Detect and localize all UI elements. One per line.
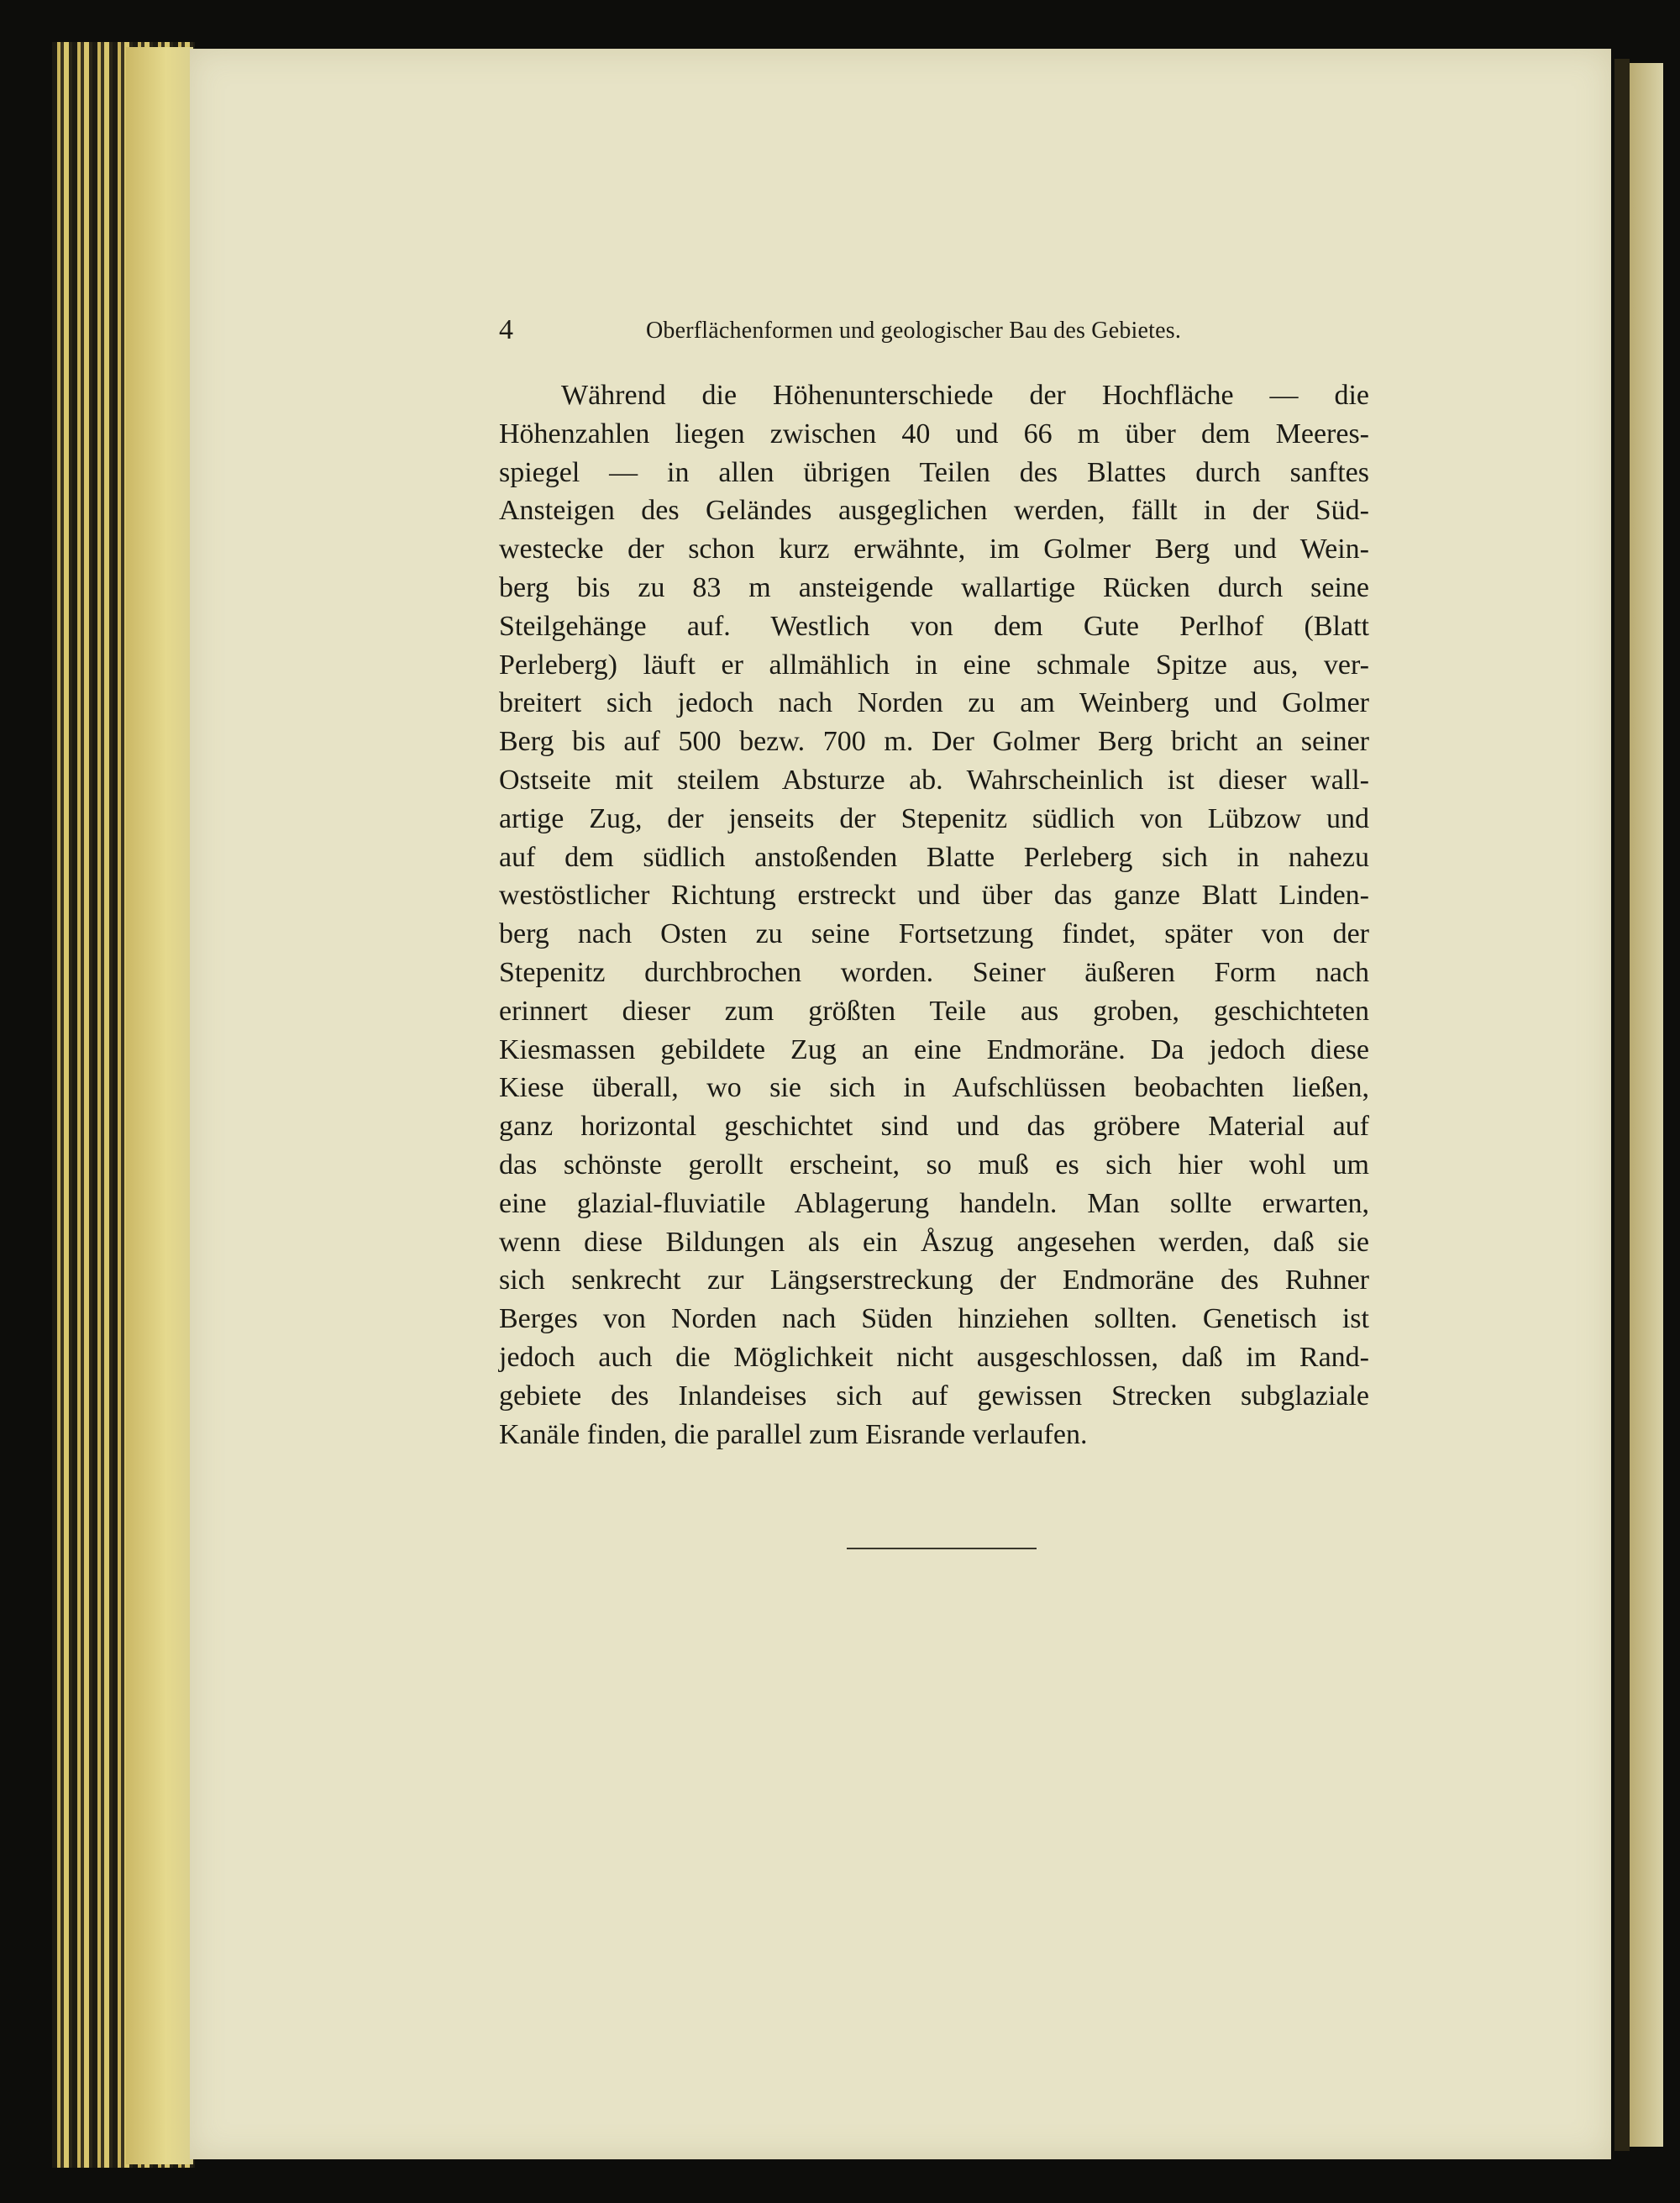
running-header — [499, 314, 1373, 351]
text-line: Während die Höhenunterschiede der Hochfläche — die — [561, 380, 1369, 411]
text-line: breitert sich jedoch nach Norden zu am Weinberg und Golmer — [499, 687, 1369, 719]
text-line: Berges von Norden nach Süden hinziehen sollten. Genetisch ist — [499, 1303, 1369, 1335]
text-line: jedoch auch die Möglichkeit nicht ausgeschlossen, daß im Rand- — [499, 1341, 1369, 1373]
text-line: ganz horizontal geschichtet sind und das gröbere Material auf — [499, 1111, 1369, 1143]
text-line: westöstlicher Richtung erstreckt und über das ganze Blatt Linden- — [499, 880, 1369, 912]
text-line: eine glazial-fluviatile Ablagerung handeln. Man sollte erwarten, — [499, 1187, 1369, 1219]
text-line: gebiete des Inlandeises sich auf gewissen Strecken subglaziale — [499, 1380, 1369, 1412]
text-line: Höhenzahlen liegen zwischen 40 und 66 m über dem Meeres- — [499, 418, 1369, 450]
text-line: westecke der schon kurz erwähnte, im Golmer Berg und Wein- — [499, 534, 1369, 565]
text-line: Ansteigen des Geländes ausgeglichen werden, fällt in der Süd- — [499, 495, 1369, 527]
text-line: auf dem südlich anstoßenden Blatte Perleberg sich in nahezu — [499, 841, 1369, 873]
page-number: 4 — [499, 314, 513, 345]
body-text — [499, 376, 1369, 1454]
text-line: artige Zug, der jenseits der Stepenitz südlich von Lübzow und — [499, 802, 1369, 834]
text-line: Perleberg) läuft er allmählich in eine schmale Spitze aus, ver- — [499, 649, 1369, 681]
section-end-rule — [847, 1548, 1037, 1549]
text-line: Berg bis auf 500 bezw. 700 m. Der Golmer Berg bricht an seiner — [499, 726, 1369, 758]
text-line: spiegel — in allen übrigen Teilen des Blattes durch sanftes — [499, 456, 1369, 488]
text-line: das schönste gerollt erscheint, so muß es sich hier wohl um — [499, 1149, 1369, 1180]
text-line: Ostseite mit steilem Absturze ab. Wahrscheinlich ist dieser wall- — [499, 764, 1369, 796]
facing-page-edge — [1630, 63, 1663, 2147]
text-line: erinnert dieser zum größten Teile aus groben, geschichteten — [499, 995, 1369, 1027]
book-gutter — [1614, 59, 1630, 2151]
text-line: Kiesmassen gebildete Zug an eine Endmoräne. Da jedoch diese — [499, 1033, 1369, 1065]
text-line: Kanäle finden, die parallel zum Eisrande verlaufen. — [499, 1418, 1088, 1450]
book-page-edge-gilt — [126, 47, 193, 2164]
text-line: berg bis zu 83 m ansteigende wallartige Rücken durch seine — [499, 571, 1369, 603]
text-line: Stepenitz durchbrochen worden. Seiner äußeren Form nach — [499, 956, 1369, 988]
text-line: Steilgehänge auf. Westlich von dem Gute Perlhof (Blatt — [499, 610, 1369, 642]
running-title: Oberflächenformen und geologischer Bau des Gebietes. — [646, 318, 1182, 344]
text-line: berg nach Osten zu seine Fortsetzung findet, später von der — [499, 918, 1369, 950]
text-line: wenn diese Bildungen als ein Åszug angesehen werden, daß sie — [499, 1226, 1369, 1258]
text-line: Kiese überall, wo sie sich in Aufschlüssen beobachten ließen, — [499, 1072, 1369, 1104]
text-line: sich senkrecht zur Längserstreckung der Endmoräne des Ruhner — [499, 1264, 1369, 1296]
